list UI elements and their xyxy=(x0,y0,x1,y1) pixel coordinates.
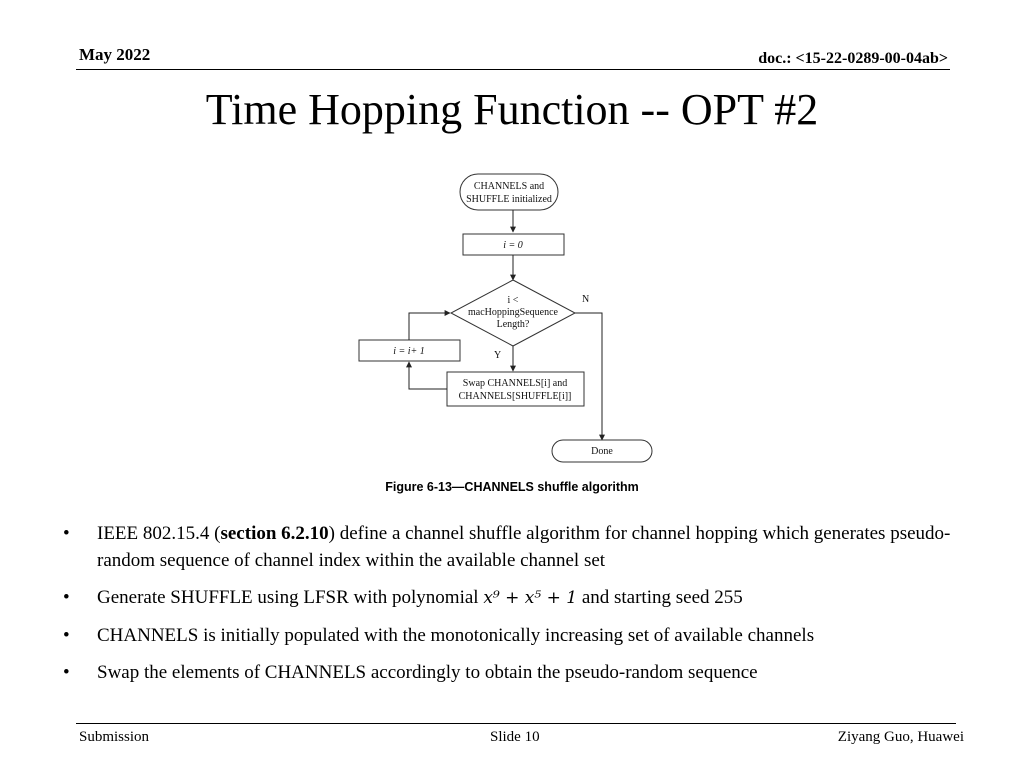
flow-no-label: N xyxy=(582,294,590,305)
footer-submission: Submission xyxy=(79,729,150,745)
bullet-1-text-post: ) define a channel shuffle algorithm for channel hopping which generates pseudo-random sequence of channel index within the available channel set xyxy=(97,523,951,571)
bullet-2-text-post: and starting seed 255 xyxy=(577,587,743,608)
bullet-marker: • xyxy=(63,587,70,608)
bullet-2-text-pre: Generate SHUFFLE using LFSR with polynomial xyxy=(97,587,484,608)
bullet-item-3 xyxy=(63,622,973,649)
flow-start-text-1: CHANNELS and xyxy=(473,181,545,192)
bullet-marker: • xyxy=(63,662,70,683)
bullet-item-1 xyxy=(63,520,973,574)
bullet-3-text: CHANNELS is initially populated with the monotonically increasing set of available channels xyxy=(97,625,815,646)
bullet-marker: • xyxy=(63,625,70,646)
shuffle-flowchart xyxy=(350,168,670,468)
flow-swap-text-2: CHANNELS[SHUFFLE[i]] xyxy=(458,391,572,402)
bullet-list xyxy=(63,520,973,696)
flow-init-text: i = 0 xyxy=(503,240,523,251)
bullet-item-4 xyxy=(63,659,973,686)
bullet-1-text-pre: IEEE 802.15.4 ( xyxy=(97,523,221,544)
figure-caption: Figure 6-13—CHANNELS shuffle algorithm xyxy=(385,480,639,494)
flow-decision-text-3: Length? xyxy=(496,319,530,330)
flow-arrow-increment-decision xyxy=(409,313,450,340)
flow-start-text-2: SHUFFLE initialized xyxy=(466,194,552,205)
flow-done-text: Done xyxy=(591,446,613,457)
flow-yes-label: Y xyxy=(494,350,502,361)
bullet-2-polynomial: x⁹ + x⁵ + 1 xyxy=(483,588,578,608)
flow-arrow-swap-increment xyxy=(409,362,447,389)
footer-slide-number: Slide 10 xyxy=(490,729,540,745)
bullet-marker: • xyxy=(63,523,70,544)
flowchart-figure xyxy=(350,168,670,473)
flow-swap-text-1: Swap CHANNELS[i] and xyxy=(462,378,568,389)
footer-author: Ziyang Guo, Huawei xyxy=(837,729,964,745)
flow-increment-text: i = i+ 1 xyxy=(393,346,425,357)
flow-decision-text-2: macHoppingSequence xyxy=(468,307,558,318)
bullet-1-section-ref: section 6.2.10 xyxy=(220,523,329,544)
flow-decision-text-1: i < xyxy=(507,295,519,306)
header-doc-id: doc.: <15-22-0289-00-04ab> xyxy=(758,50,948,67)
header-divider xyxy=(76,69,950,70)
header-date: May 2022 xyxy=(79,45,151,64)
footer-divider xyxy=(76,723,956,724)
bullet-item-2 xyxy=(63,584,973,612)
slide-title: Time Hopping Function -- OPT #2 xyxy=(205,85,819,134)
bullet-4-text: Swap the elements of CHANNELS accordingly to obtain the pseudo-random sequence xyxy=(97,662,758,683)
